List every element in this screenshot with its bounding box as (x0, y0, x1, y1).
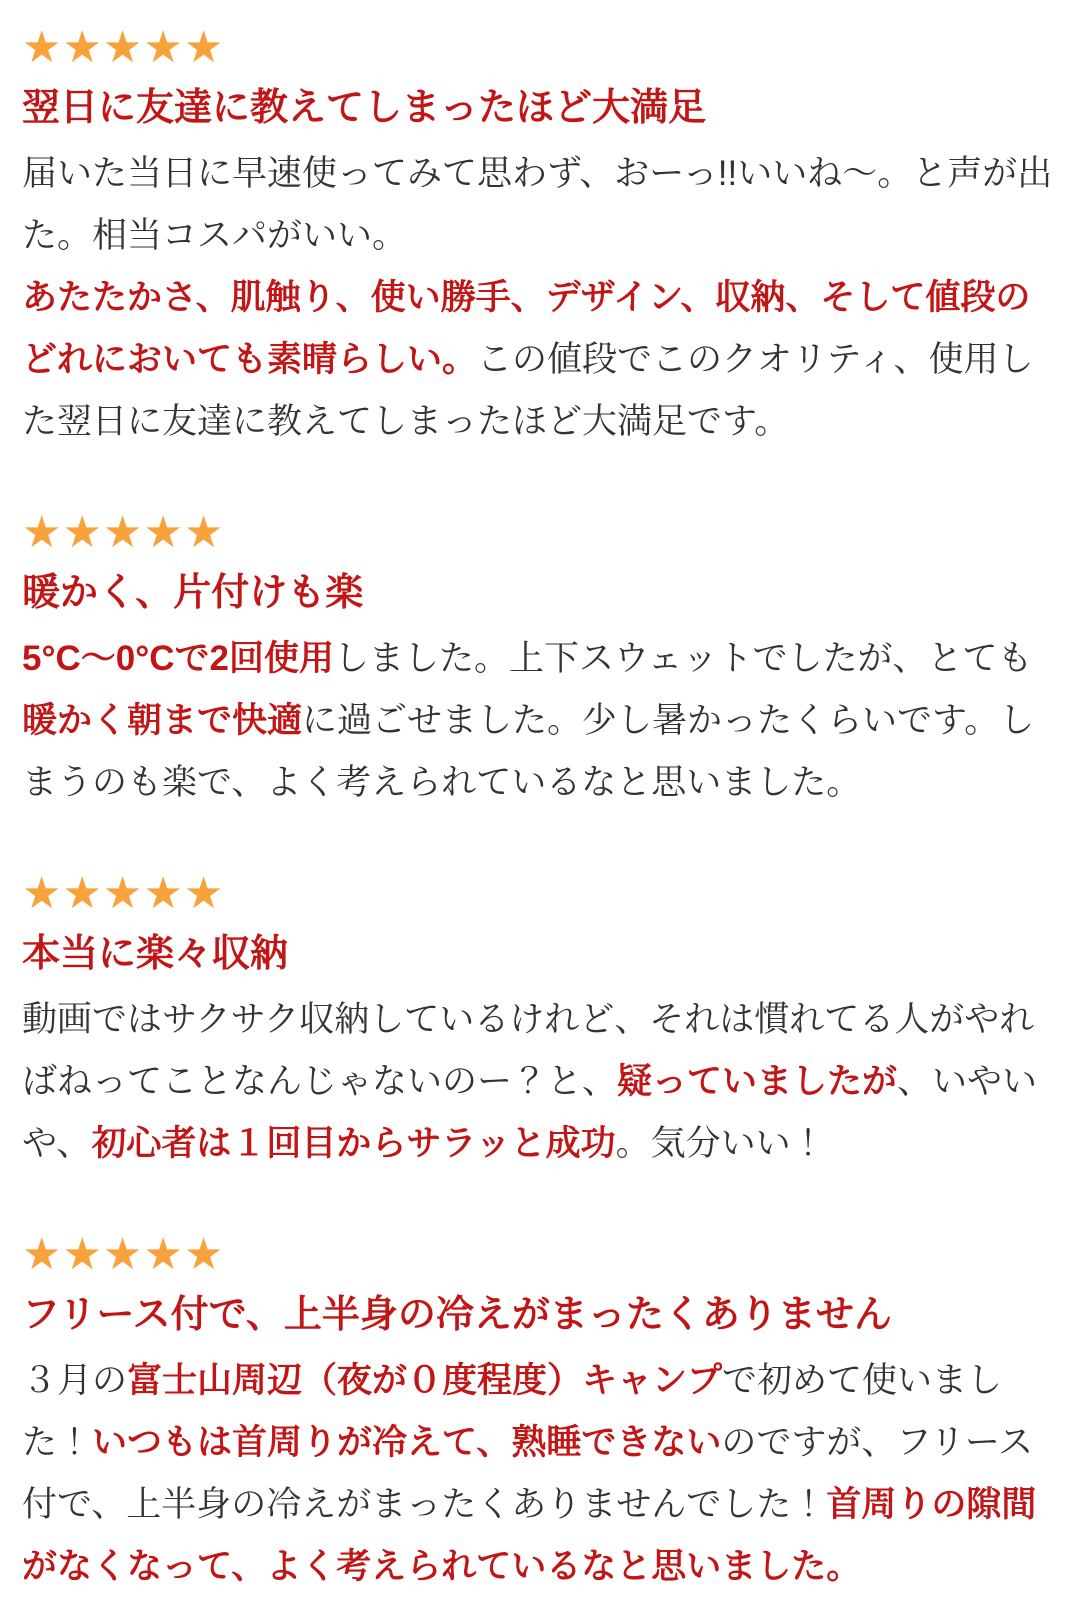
body-text-segment: 、いやいや、 (22, 1062, 1038, 1163)
review-title: 翌日に友達に教えてしまったほど大満足 (22, 87, 707, 129)
star-rating (22, 23, 1058, 72)
star-icon: ★ (102, 23, 144, 72)
body-text-segment: この値段でこのクオリティ、使用した翌日に友達に教えてしまったほど大満足です。 (22, 340, 1034, 441)
body-text-segment: しました。上下スウェットでしたが、とても (333, 639, 1033, 678)
body-text-segment: ３月の (22, 1361, 128, 1400)
star-icon: ★ (102, 508, 144, 557)
body-text-segment: に過ごせました。少し暑かったくらいです。しまうのも楽で、よく考えられているなと思いました。 (22, 701, 1035, 802)
review-item (22, 508, 1058, 814)
star-rating (22, 508, 1058, 557)
star-icon: ★ (183, 508, 225, 557)
star-icon: ★ (143, 869, 184, 918)
review-item (22, 869, 1058, 1175)
review-item (22, 23, 1058, 453)
star-icon: ★ (62, 869, 103, 918)
highlighted-text-segment: 富士山周辺（夜が０度程度）キャンプ (127, 1361, 723, 1400)
highlighted-text-segment: 疑っていましたが (617, 1062, 898, 1101)
star-icon: ★ (22, 508, 63, 557)
highlighted-text-segment: 暖かく朝まで快適 (22, 701, 303, 740)
review-title: フリース付で、上半身の冷えがまったくありません (22, 1294, 892, 1336)
star-icon: ★ (22, 1230, 63, 1279)
star-icon: ★ (183, 23, 225, 72)
review-body (22, 1350, 1058, 1598)
review-item (22, 1230, 1058, 1598)
review-body (22, 989, 1058, 1175)
star-rating (22, 1230, 1058, 1279)
body-text-segment: 動画ではサクサク収納しているけれど、それは慣れてる人がやればねってことなんじゃないのー？と、 (22, 1000, 1035, 1101)
star-icon: ★ (183, 869, 225, 918)
star-icon: ★ (22, 23, 63, 72)
star-icon: ★ (102, 1230, 144, 1279)
review-list (22, 23, 1058, 1598)
highlighted-text-segment: 首周りの隙間がなくなって、よく考えられているなと思いました。 (22, 1485, 1037, 1586)
star-icon: ★ (62, 23, 103, 72)
star-icon: ★ (143, 508, 184, 557)
star-icon: ★ (102, 869, 144, 918)
body-text-segment: で初めて使いました！ (22, 1361, 1003, 1462)
star-icon: ★ (62, 1230, 103, 1279)
highlighted-text-segment: あたたかさ、肌触り、使い勝手、デザイン、収納、そして値段のどれにおいても素晴らしい。 (22, 278, 1031, 379)
star-icon: ★ (143, 1230, 184, 1279)
star-rating (22, 869, 1058, 918)
highlighted-text-segment: 5°C〜0°Cで2回使用 (22, 639, 334, 678)
star-icon: ★ (62, 508, 103, 557)
highlighted-text-segment: いつもは首周りが冷えて、熟睡できない (92, 1423, 722, 1462)
review-body (22, 628, 1058, 814)
body-text-segment: 届いた当日に早速使ってみて思わず、おーっ!!いいね〜。と声が出た。相当コスパがいい。 (22, 154, 1053, 255)
body-text-segment: 。気分いい！ (615, 1124, 826, 1163)
review-title: 本当に楽々収納 (22, 933, 289, 975)
review-title: 暖かく、片付けも楽 (22, 572, 364, 614)
review-body (22, 143, 1058, 453)
star-icon: ★ (183, 1230, 225, 1279)
star-icon: ★ (143, 23, 184, 72)
body-text-segment: のですが、フリース付で、上半身の冷えがまったくありませんでした！ (22, 1423, 1034, 1524)
star-icon: ★ (22, 869, 63, 918)
highlighted-text-segment: 初心者は１回目からサラッと成功 (91, 1124, 616, 1163)
